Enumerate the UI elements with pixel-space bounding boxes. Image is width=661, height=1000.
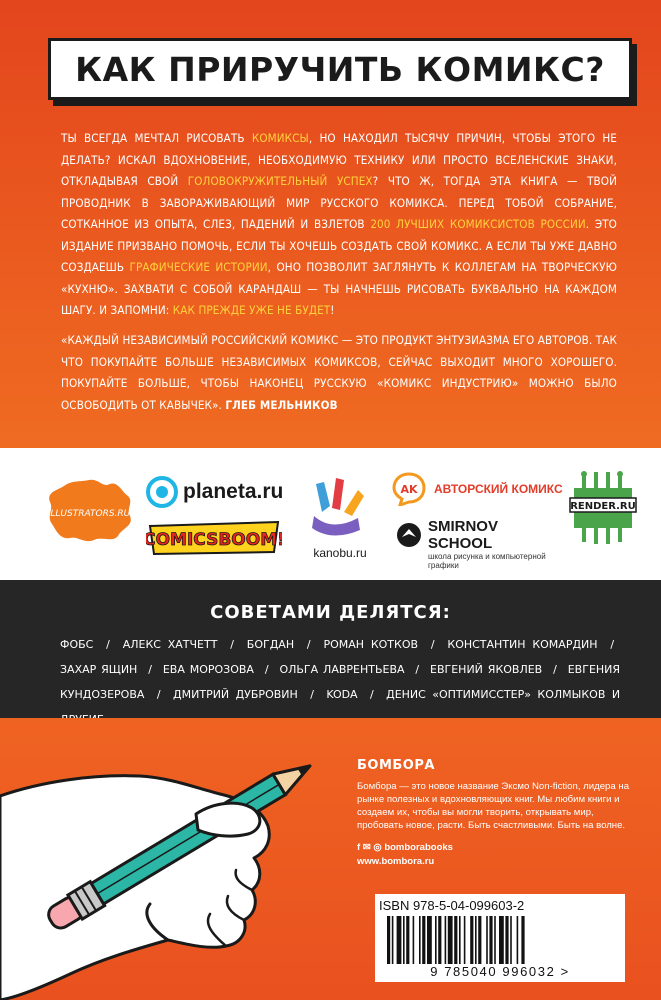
publisher-block [357, 758, 632, 867]
barcode-bar [419, 916, 421, 964]
barcode-block [375, 894, 625, 982]
barcode-bar [406, 916, 409, 964]
publisher-social: f ✉ ◎ bomborabooks [357, 842, 453, 853]
illustrators-logo [44, 476, 134, 548]
svg-text:ILLUSTRATORS.RU: ILLUSTRATORS.RU [47, 509, 131, 519]
quote-author: ГЛЕБ МЕЛЬНИКОВ [225, 397, 338, 412]
title-banner [48, 38, 632, 100]
contributor-name: ФОБС [60, 638, 94, 651]
avtorsky-komiks-logo: AK АВТОРСКИЙ КОМИКС [392, 472, 563, 506]
separator: / [369, 688, 374, 701]
planet-icon [146, 476, 178, 508]
barcode-bar [517, 916, 519, 964]
comicsboom-logo [146, 520, 282, 556]
publisher-name: БОМБОРА [357, 758, 435, 773]
barcode-bar [397, 916, 402, 964]
book-title: КАК ПРИРУЧИТЬ КОМИКС? [75, 49, 605, 89]
bird-icon [396, 522, 422, 548]
contributors-list [60, 632, 620, 732]
separator: / [553, 663, 557, 676]
barcode-bar [403, 916, 405, 964]
quote-text: «КАЖДЫЙ НЕЗАВИСИМЫЙ РОССИЙСКИЙ КОМИКС — ЭТО ПРОДУКТ ЭНТУЗИАЗМА ЕГО АВТОРОВ. ТАК ЧТО ПОКУПАЙТЕ БОЛЬШЕ НЕЗАВИСИМЫХ КОМИКСОВ, СЕЙЧАС ВЫХОДИТ МНОГО ХОРОШЕГО. ПОКУПАЙТЕ БОЛЬШЕ, ЧТОБЫ НАКОНЕЦ РУССКУЮ «КОМИКС ИНДУСТРИЮ» МОЖНО БЫЛО ОСВОБОДИТЬ ОТ КАВЫЧЕК». [61, 333, 617, 412]
contributor-name: КОНСТАНТИН КОМАРДИН [447, 638, 598, 651]
highlight-text: ГОЛОВОКРУЖИТЕЛЬНЫЙ УСПЕХ [187, 174, 373, 188]
bottom-section [0, 718, 661, 1000]
barcode-bar [459, 916, 461, 964]
description-text: , НО НАХОДИЛ ТЫСЯЧУ ПРИЧИН, ЧТОБЫ ЭТОГО НЕ ДЕЛАТЬ? ИСКАЛ ВДОХНОВЕНИЕ, НЕОБХОДИМУЮ ТЕХНИКУ ИЛИ ПРОСТО ВСЕЛЕНСКИЕ ЗНАКИ, ОТКЛАДЫВАЯ СВОЙ [61, 131, 617, 188]
contributors-heading: СОВЕТАМИ ДЕЛЯТСЯ: [210, 602, 451, 623]
description-paragraph [61, 128, 617, 322]
contributor-name: ЕВГЕНИЯ КУНДОЗЕРОВА [60, 663, 621, 701]
barcode-bar [521, 916, 524, 964]
separator: / [106, 638, 110, 651]
highlight-text: ГРАФИЧЕСКИЕ ИСТОРИИ [129, 260, 268, 274]
highlight-text: КОМИКСЫ [251, 131, 309, 145]
contributor-name: ОЛЬГА ЛАВРЕНТЬЕВА [279, 663, 405, 676]
barcode-digits: 9 785040 996032 > [430, 964, 570, 979]
barcode-bar [505, 916, 508, 964]
description-text: . ЭТО ИЗДАНИЕ ПРИЗВАНО ПОМОЧЬ, ЕСЛИ ТЫ ХОЧЕШЬ СОЗДАТЬ СВОЙ КОМИКС. А ЕСЛИ ТЫ УЖЕ ДАВНО СОЗДАЕШЬ [61, 217, 617, 274]
separator: / [306, 638, 311, 651]
publisher-website: www.bombora.ru [357, 856, 435, 867]
splash-icon [44, 476, 134, 544]
barcode-bar [486, 916, 488, 964]
smirnov-school-logo: SMIRNOV SCHOOL школа рисунка и компьютерной графики [396, 518, 566, 570]
barcode-bar [464, 916, 466, 964]
contributor-name: БОГДАН [246, 638, 295, 651]
publisher-description: Бомбора — это новое название Эксмо Non-fiction, лидера на рынке полезных и вдохновляющих книг. Мы любим книги и создаем их, чтобы вы могли творить, открывать мир, пробовать новое, расти. Быть счастливыми. Быть на волне. [357, 781, 630, 831]
top-section [0, 0, 661, 448]
barcode-bar [438, 916, 441, 964]
barcode-bar [499, 916, 504, 964]
barcode-bar [494, 916, 496, 964]
description-text: ТЫ ВСЕГДА МЕЧТАЛ РИСОВАТЬ [61, 131, 252, 145]
separator: / [230, 638, 234, 651]
svg-text:COMICSBOOM!: COMICSBOOM! [146, 530, 282, 550]
description-text: ? ЧТО Ж, ТОГДА ЭТА КНИГА — ТВОЙ ПРОВОДНИК В ЗАВОРАЖИВАЮЩИЙ МИР РУССКОГО КОМИКСА. ПЕРЕД ТОБОЙ СОБРАНИЕ, СОТКАННОЕ ИЗ ОПЫТА, СЛЕЗ, ПАДЕНИЙ И ВЗЛЕТОВ [61, 174, 618, 231]
barcode-bar [489, 916, 492, 964]
barcode-bar [510, 916, 512, 964]
contributor-name: ЕВГЕНИЙ ЯКОВЛЕВ [430, 663, 543, 676]
separator: / [156, 688, 161, 701]
svg-text:AK: AK [400, 483, 418, 496]
barcode-bar [475, 916, 477, 964]
barcode-icon [387, 916, 613, 964]
separator: / [610, 638, 615, 651]
contributor-name: АЛЕКС ХАТЧЕТТ [122, 638, 218, 651]
barcode-bar [392, 916, 394, 964]
kanobu-logo: kanobu.ru [302, 472, 378, 568]
barcode-bar [478, 916, 481, 964]
render-ru-logo [568, 470, 638, 556]
contributor-name: РОМАН КОТКОВ [323, 638, 419, 651]
hands-icon [302, 472, 378, 542]
barcode-bar [422, 916, 425, 964]
barcode-bar [413, 916, 415, 964]
planeta-logo: planeta.ru [146, 476, 283, 508]
highlight-text: 200 ЛУЧШИХ КОМИКСИСТОВ РОССИИ [370, 217, 586, 231]
chip-icon [568, 470, 638, 556]
barcode-bar [470, 916, 473, 964]
separator: / [310, 688, 314, 701]
barcode-bar [445, 916, 447, 964]
contributors-section [0, 580, 661, 718]
description-text: , ОНО ПОЗВОЛИТ ЗАГЛЯНУТЬ К КОЛЛЕГАМ НА ТВОРЧЕСКУЮ «КУХНЮ». ЗАХВАТИ С СОБОЙ КАРАНДАШ — ТЫ НАЧНЕШЬ РИСОВАТЬ БУКВАЛЬНО НА КАЖДОМ ШАГУ. И ЗАПОМНИ: [61, 260, 617, 317]
contributor-name: ДМИТРИЙ ДУБРОВИН [173, 688, 298, 701]
contributor-name: ЕВА МОРОЗОВА [162, 663, 254, 676]
contributor-name: KODA [326, 688, 358, 701]
separator: / [264, 663, 269, 676]
partner-logos [0, 448, 661, 580]
barcode-bar [435, 916, 437, 964]
separator: / [430, 638, 435, 651]
contributor-name: ДЕНИС «ОПТИМИССТЕР» КОЛМЫКОВ И [386, 688, 621, 701]
contributor-name: ЗАХАР ЯЩИН [60, 663, 138, 676]
quote-paragraph [61, 330, 617, 416]
separator: / [415, 663, 420, 676]
barcode-bar [454, 916, 457, 964]
barcode-bar [427, 916, 432, 964]
barcode-bar [387, 916, 390, 964]
separator: / [148, 663, 152, 676]
hand-drawing-pencil-icon [0, 718, 350, 1000]
barcode-bar [448, 916, 453, 964]
svg-text:RENDER.RU: RENDER.RU [570, 501, 636, 512]
comicsboom-burst [146, 520, 282, 556]
isbn-text: ISBN 978-5-04-099603-2 [379, 898, 525, 913]
description-text: ! [330, 303, 335, 317]
highlight-text: КАК ПРЕЖДЕ УЖЕ НЕ БУДЕТ [172, 303, 331, 317]
speech-bubble-icon [392, 472, 426, 506]
